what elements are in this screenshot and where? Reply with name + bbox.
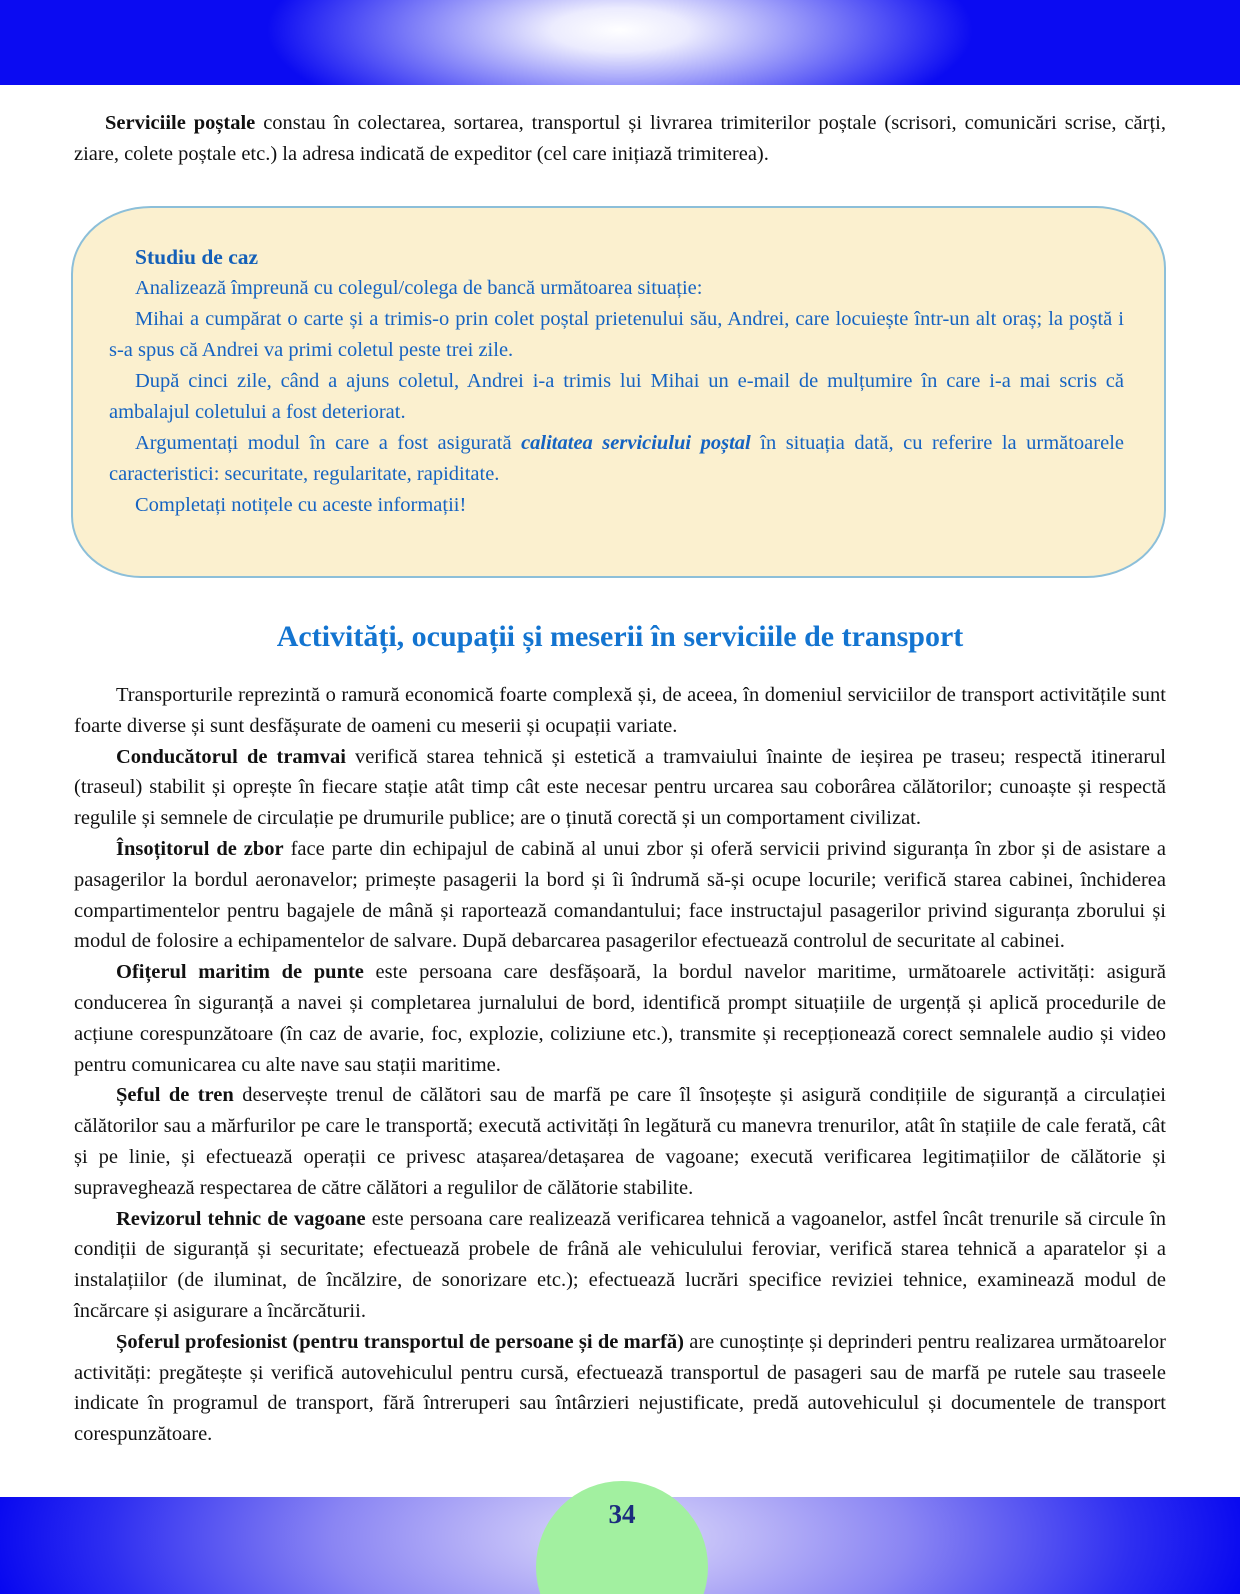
paragraph-text: este persoana care realizează verificarea tehnică a vagoanelor, astfel încât trenurile să circule în condiții de siguranță și securitate; efectuează probele de frână ale vehiculului feroviar, verifică starea tehnică a aparatelor și a instalațiilor (de iluminat, de încălzire, de sonorizare etc.); efectuează lucrări specifice reviziei tehnice, examinează modul de încărcare și asigurare a încărcăturii. (74, 1207, 1166, 1322)
term-bold: Revizorul tehnic de vagoane (116, 1207, 366, 1230)
paragraph-insotitorul-de-zbor (74, 834, 1166, 957)
paragraph-text: este persoana care desfășoară, la bordul navelor maritime, următoarele activități: asigură conducerea în siguranță a navei și completarea jurnalului de bord, identifică prompt situațiile de urgență și aplică procedurile de acțiune corespunzătoare (în caz de avarie, foc, explozie, coliziune etc.), transmite și recepționează corect semnalele audio și video pentru comunicarea cu alte nave sau stații maritime. (74, 961, 1166, 1076)
case-study-paragraph: Mihai a cumpărat o carte și a trimis-o prin colet poștal prietenului său, Andrei, care locuiește într-un alt oraș; la poștă i s-a spus că Andrei va primi coletul peste trei zile. (109, 308, 1124, 361)
intro-paragraph (74, 108, 1166, 170)
page-content (74, 85, 1166, 1450)
paragraph-text: face parte din echipajul de cabină al unui zbor și oferă servicii privind siguranța în zbor și de asistare a pasagerilor la bordul aeronavelor; primește pasagerii la bord și îi îndrumă să-și ocupe locurile; verifică starea cabinei, închiderea compartimentelor pentru bagajele de mână și raportează comandantului; face instructajul pasagerilor privind siguranța zborului și modul de folosire a echipamentelor de salvare. După debarcarea pasagerilor efectuează controlul de securitate al cabinei. (74, 837, 1166, 953)
case-study-paragraph: Analizează împreună cu colegul/colega de bancă următoarea situație: (135, 277, 703, 299)
case-study-text-before: Argumentați modul în care a fost asigurată (135, 432, 522, 454)
case-study-paragraph (109, 428, 1124, 490)
paragraph-transporturile (74, 680, 1166, 742)
term-bold: Șeful de tren (116, 1084, 234, 1107)
case-study-paragraph: Completați notițele cu aceste informații! (135, 494, 467, 516)
paragraph-revizorul-tehnic (74, 1204, 1166, 1327)
case-study-paragraph: După cinci zile, când a ajuns coletul, Andrei i-a trimis lui Mihai un e-mail de mulțumire în care i-a mai scris că ambalajul coletului a fost deteriorat. (109, 370, 1124, 423)
paragraph-seful-de-tren (74, 1080, 1166, 1203)
term-bold: Însoțitorul de zbor (116, 837, 284, 860)
case-study-text-after: în situația dată, cu referire la următoarele caracteristici: securitate, regularitate, rapiditate. (109, 432, 1125, 485)
case-study-title: Studiu de caz (135, 245, 259, 269)
page-number: 34 (608, 1499, 636, 1529)
term-bold: Ofițerul maritim de punte (116, 961, 364, 984)
paragraph-text: are cunoștințe și deprinderi pentru realizarea următoarelor activități: pregătește și verifică autovehiculul pentru cursă, efectuează transportul de pasageri sau de marfă pe rutele sau traseele indicate în programul de transport, fără întreruperi sau întârzieri nejustificate, predă autovehiculul și documentele de transport corespunzătoare. (74, 1330, 1166, 1446)
paragraph-text: deservește trenul de călători sau de marfă pe care îl însoțește și asigură condițiile de siguranță a circulației călătorilor sau a mărfurilor pe care le transportă; execută activități în legătură cu manevra trenurilor, atât în stațiile de cale ferată, cât și pe linie, și efectuează operații ce privesc atașarea/detașarea de vagoane; execută verificarea legitimațiilor de călătorie și supraveghează respectarea de către călători a regulilor de călătorie stabilite. (74, 1084, 1166, 1199)
section-heading: Activități, ocupații și meserii în serviciile de transport (276, 620, 964, 653)
top-gradient-banner (0, 0, 1240, 85)
case-study-emphasis: calitatea serviciului poștal (521, 432, 751, 454)
paragraph-conducatorul-de-tramvai (74, 742, 1166, 834)
intro-text: constau în colectarea, sortarea, transportul și livrarea trimiterilor poștale (scrisori, comunicări scrise, cărți, ziare, colete poștale etc.) la adresa indicată de expeditor (cel care inițiază trimiterea). (74, 112, 1166, 165)
paragraph-text: verifică starea tehnică și estetică a tramvaiului înainte de ieșirea pe traseu; respectă itinerarul (traseul) stabilit și oprește în fiecare stație atât timp cât este necesar pentru urcarea sau coborârea călătorilor; cunoaște și respectă regulile și semnele de circulație pe drumurile publice; are o ținută corectă și un comportament civilizat. (74, 745, 1166, 830)
case-study-box (71, 206, 1166, 578)
term-bold: Șoferul profesionist (pentru transportul de persoane și de marfă) (116, 1330, 684, 1353)
section-body (74, 680, 1166, 1450)
paragraph-soferul-profesionist (74, 1327, 1166, 1450)
intro-lead-term: Serviciile poștale (105, 112, 256, 134)
paragraph-text: Transporturile reprezintă o ramură economică foarte complexă și, de aceea, în domeniul serviciilor de transport activitățile sunt foarte diverse și sunt desfășurate de oameni cu meserii și ocupații variate. (74, 684, 1166, 737)
paragraph-ofiterul-maritim (74, 957, 1166, 1080)
term-bold: Conducătorul de tramvai (116, 745, 346, 768)
